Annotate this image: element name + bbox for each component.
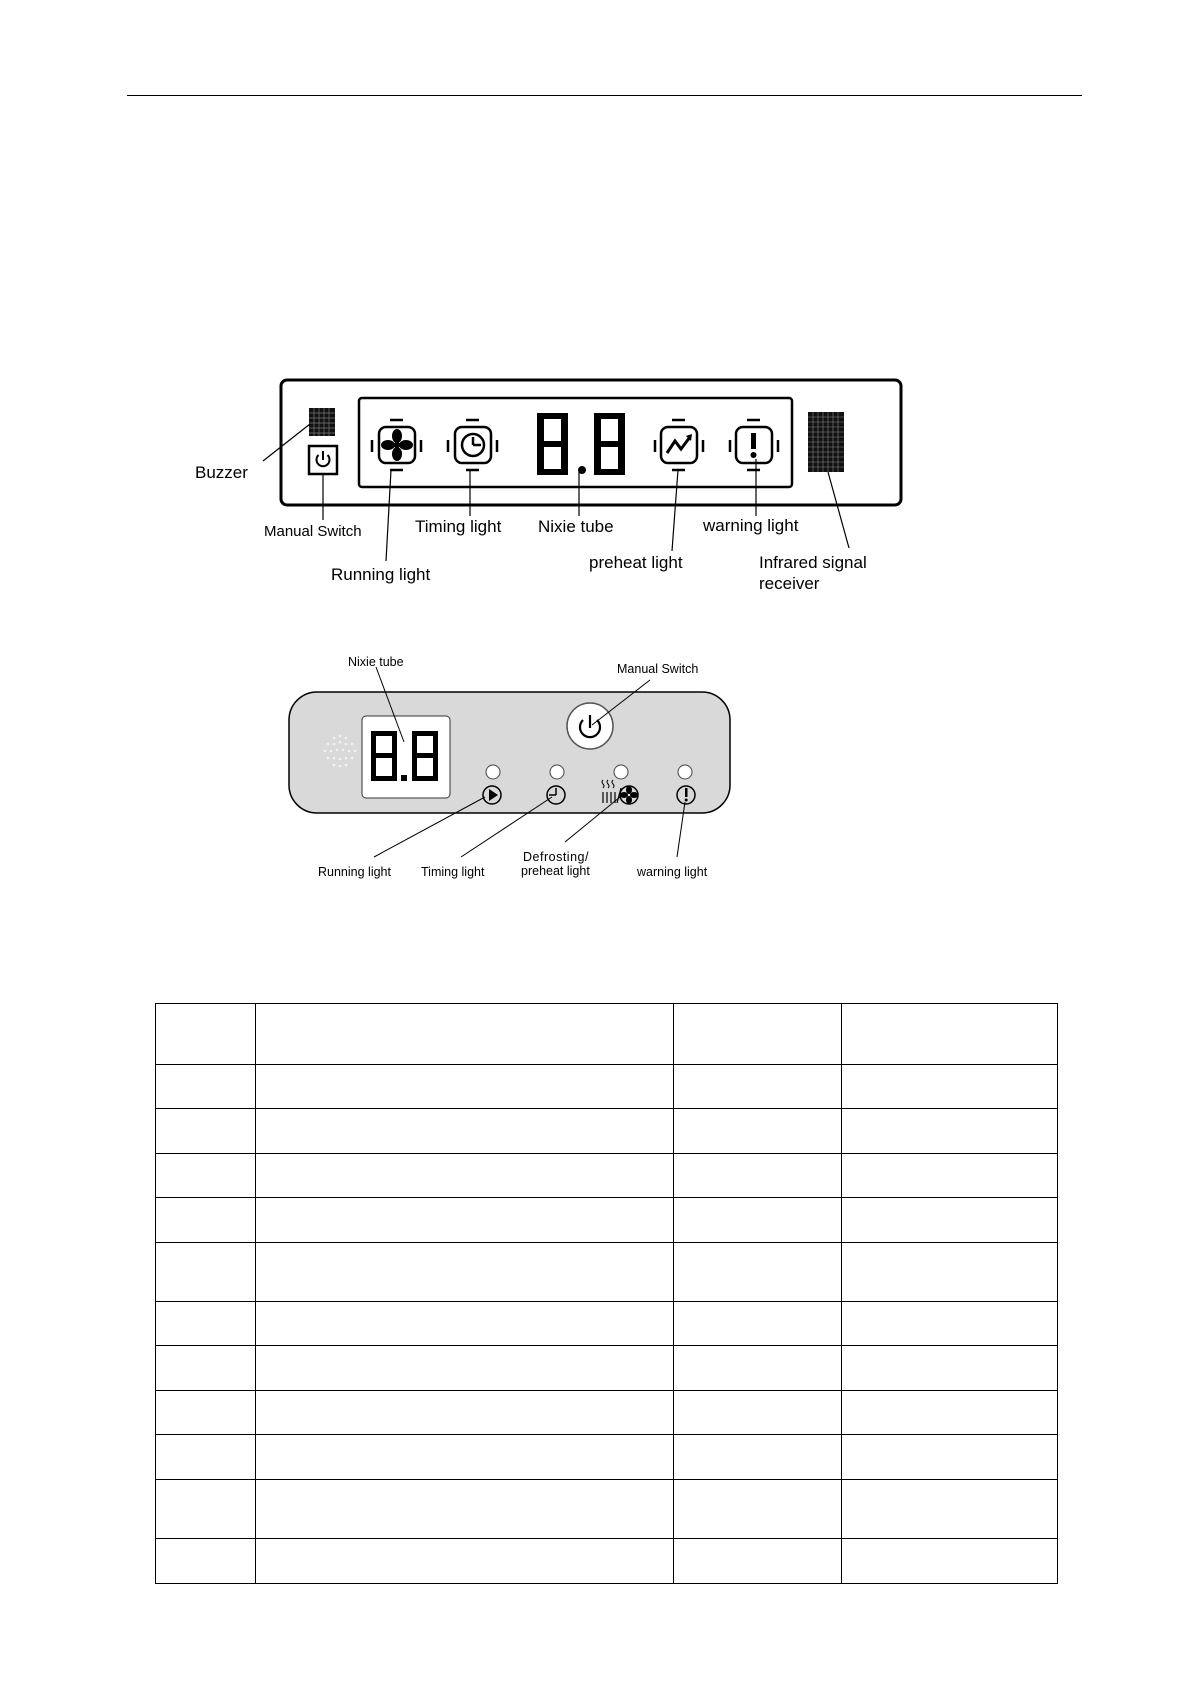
- table-cell: [674, 1435, 842, 1480]
- table-cell: [674, 1480, 842, 1539]
- table-cell: [255, 1154, 674, 1198]
- table-cell: [255, 1198, 674, 1243]
- table-cell: [842, 1302, 1058, 1346]
- table-cell: [255, 1109, 674, 1154]
- table-row: [156, 1391, 1058, 1435]
- table-cell: [674, 1346, 842, 1391]
- table-cell: [156, 1346, 256, 1391]
- table-cell: [842, 1435, 1058, 1480]
- nixie-tube-label-2: Nixie tube: [348, 655, 404, 669]
- table-row: [156, 1109, 1058, 1154]
- table-cell: [674, 1539, 842, 1584]
- manual-switch-button: [567, 703, 613, 749]
- table-cell: [674, 1391, 842, 1435]
- table-cell: [842, 1346, 1058, 1391]
- table-cell: [156, 1109, 256, 1154]
- table-cell: [674, 1154, 842, 1198]
- table-row: [156, 1004, 1058, 1065]
- defrost-label-line1: Defrosting/: [523, 850, 589, 864]
- table-cell: [156, 1243, 256, 1302]
- infrared-receiver: [808, 412, 844, 472]
- table-cell: [842, 1154, 1058, 1198]
- control-panel-diagram-2: [0, 620, 1192, 900]
- table-cell: [842, 1391, 1058, 1435]
- infrared-label-line1: Infrared signal: [759, 553, 867, 572]
- table-cell: [674, 1109, 842, 1154]
- table-cell: [255, 1480, 674, 1539]
- nixie-tube-label: Nixie tube: [538, 517, 614, 536]
- table-cell: [156, 1480, 256, 1539]
- table-row: [156, 1065, 1058, 1109]
- table-cell: [674, 1243, 842, 1302]
- warning-light-label: warning light: [703, 516, 799, 535]
- table-row: [156, 1154, 1058, 1198]
- table-cell: [674, 1065, 842, 1109]
- table-cell: [156, 1539, 256, 1584]
- warning-light-label-2: warning light: [637, 865, 708, 879]
- table-cell: [255, 1065, 674, 1109]
- table-cell: [674, 1004, 842, 1065]
- table-cell: [255, 1004, 674, 1065]
- table-cell: [156, 1004, 256, 1065]
- table-cell: [842, 1198, 1058, 1243]
- table-cell: [842, 1480, 1058, 1539]
- table-row: [156, 1480, 1058, 1539]
- timing-light-label-2: Timing light: [421, 865, 485, 879]
- table-cell: [156, 1435, 256, 1480]
- table-cell: [842, 1109, 1058, 1154]
- panel1-display-frame: [359, 398, 792, 487]
- table-cell: [842, 1539, 1058, 1584]
- defrost-label-line2: preheat light: [521, 864, 590, 878]
- buzzer-label: Buzzer: [195, 463, 248, 482]
- table-cell: [156, 1302, 256, 1346]
- table-row: [156, 1198, 1058, 1243]
- table-row: [156, 1346, 1058, 1391]
- table-cell: [255, 1539, 674, 1584]
- spec-table: [155, 1003, 1058, 1584]
- infrared-label-line2: receiver: [759, 574, 820, 593]
- manual-switch-label: Manual Switch: [264, 523, 362, 540]
- panel2-body: [289, 692, 730, 813]
- preheat-light-label: preheat light: [589, 553, 683, 572]
- buzzer-grille: [309, 408, 335, 436]
- running-light-label-2: Running light: [318, 865, 391, 879]
- table-cell: [842, 1243, 1058, 1302]
- table-cell: [674, 1302, 842, 1346]
- table-cell: [255, 1435, 674, 1480]
- timing-light-label: Timing light: [415, 517, 502, 536]
- table-cell: [255, 1391, 674, 1435]
- table-cell: [156, 1391, 256, 1435]
- table-cell: [842, 1065, 1058, 1109]
- table-row: [156, 1435, 1058, 1480]
- table-cell: [156, 1198, 256, 1243]
- table-cell: [156, 1154, 256, 1198]
- table-cell: [156, 1065, 256, 1109]
- running-light-label: Running light: [331, 565, 431, 584]
- manual-switch-label-2: Manual Switch: [617, 662, 699, 676]
- power-icon: [309, 446, 337, 474]
- table-row: [156, 1302, 1058, 1346]
- table-row: [156, 1243, 1058, 1302]
- table-cell: [674, 1198, 842, 1243]
- table-cell: [255, 1346, 674, 1391]
- table-row: [156, 1539, 1058, 1584]
- table-cell: [255, 1302, 674, 1346]
- table-cell: [255, 1243, 674, 1302]
- table-cell: [842, 1004, 1058, 1065]
